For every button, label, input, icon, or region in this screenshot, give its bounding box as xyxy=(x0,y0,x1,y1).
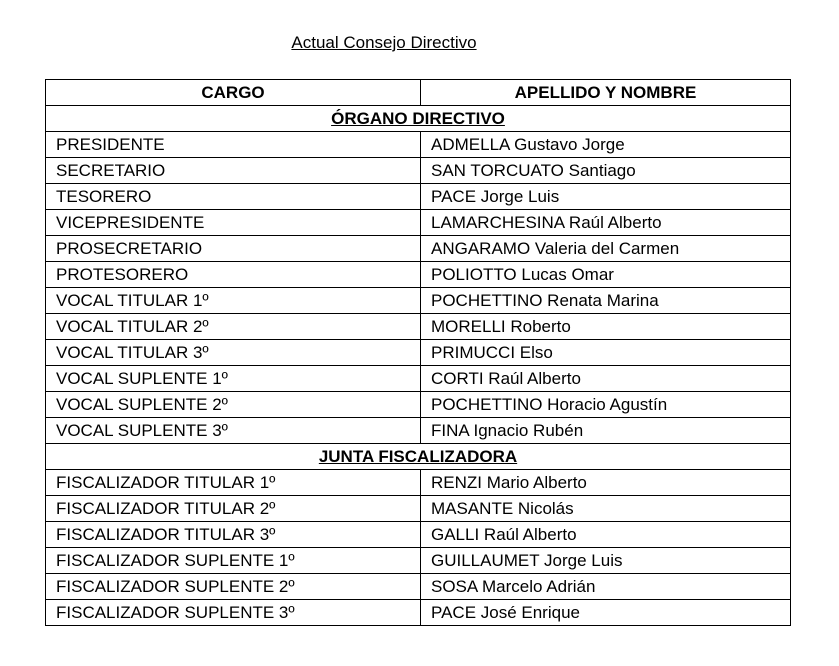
nombre-cell: CORTI Raúl Alberto xyxy=(421,366,791,392)
table-row xyxy=(46,366,791,392)
table-row xyxy=(46,288,791,314)
table-row xyxy=(46,158,791,184)
nombre-cell: ADMELLA Gustavo Jorge xyxy=(421,132,791,158)
cargo-cell: VOCAL TITULAR 3º xyxy=(46,340,421,366)
table-row xyxy=(46,184,791,210)
nombre-cell: ANGARAMO Valeria del Carmen xyxy=(421,236,791,262)
cargo-cell: FISCALIZADOR TITULAR 1º xyxy=(46,470,421,496)
cargo-cell: TESORERO xyxy=(46,184,421,210)
section-heading xyxy=(46,444,791,470)
table-row xyxy=(46,470,791,496)
table-row xyxy=(46,574,791,600)
nombre-cell: PACE José Enrique xyxy=(421,600,791,626)
nombre-cell: POCHETTINO Horacio Agustín xyxy=(421,392,791,418)
page-title: Actual Consejo Directivo xyxy=(291,33,477,52)
nombre-cell: GALLI Raúl Alberto xyxy=(421,522,791,548)
cargo-cell: FISCALIZADOR SUPLENTE 3º xyxy=(46,600,421,626)
cargo-cell: VOCAL SUPLENTE 3º xyxy=(46,418,421,444)
cargo-cell: PROTESORERO xyxy=(46,262,421,288)
cargo-cell: PROSECRETARIO xyxy=(46,236,421,262)
nombre-cell: GUILLAUMET Jorge Luis xyxy=(421,548,791,574)
header-nombre: APELLIDO Y NOMBRE xyxy=(421,80,791,106)
nombre-cell: MORELLI Roberto xyxy=(421,314,791,340)
cargo-cell: VOCAL TITULAR 2º xyxy=(46,314,421,340)
cargo-cell: VOCAL SUPLENTE 1º xyxy=(46,366,421,392)
nombre-cell: SAN TORCUATO Santiago xyxy=(421,158,791,184)
cargo-cell: SECRETARIO xyxy=(46,158,421,184)
cargo-cell: FISCALIZADOR SUPLENTE 1º xyxy=(46,548,421,574)
cargo-cell: FISCALIZADOR SUPLENTE 2º xyxy=(46,574,421,600)
nombre-cell: LAMARCHESINA Raúl Alberto xyxy=(421,210,791,236)
nombre-cell: SOSA Marcelo Adrián xyxy=(421,574,791,600)
section-heading xyxy=(46,106,791,132)
nombre-cell: POLIOTTO Lucas Omar xyxy=(421,262,791,288)
nombre-cell: PRIMUCCI Elso xyxy=(421,340,791,366)
header-cargo: CARGO xyxy=(46,80,421,106)
section-heading-row xyxy=(46,106,791,132)
table-row xyxy=(46,210,791,236)
nombre-cell: FINA Ignacio Rubén xyxy=(421,418,791,444)
table-row xyxy=(46,340,791,366)
table-row xyxy=(46,600,791,626)
cargo-cell: VOCAL TITULAR 1º xyxy=(46,288,421,314)
cargo-cell: VICEPRESIDENTE xyxy=(46,210,421,236)
table-row xyxy=(46,392,791,418)
nombre-cell: MASANTE Nicolás xyxy=(421,496,791,522)
table-row xyxy=(46,548,791,574)
board-table xyxy=(45,79,791,626)
cargo-cell: VOCAL SUPLENTE 2º xyxy=(46,392,421,418)
table-row xyxy=(46,262,791,288)
cargo-cell: FISCALIZADOR TITULAR 3º xyxy=(46,522,421,548)
table-row xyxy=(46,132,791,158)
section-heading-text: JUNTA FISCALIZADORA xyxy=(318,447,518,466)
nombre-cell: RENZI Mario Alberto xyxy=(421,470,791,496)
table-row xyxy=(46,496,791,522)
cargo-cell: FISCALIZADOR TITULAR 2º xyxy=(46,496,421,522)
nombre-cell: POCHETTINO Renata Marina xyxy=(421,288,791,314)
cargo-cell: PRESIDENTE xyxy=(46,132,421,158)
section-heading-text: ÓRGANO DIRECTIVO xyxy=(331,109,505,128)
table-row xyxy=(46,236,791,262)
section-heading-row xyxy=(46,444,791,470)
table-row xyxy=(46,418,791,444)
table-row xyxy=(46,522,791,548)
nombre-cell: PACE Jorge Luis xyxy=(421,184,791,210)
table-row xyxy=(46,314,791,340)
table-header-row xyxy=(46,80,791,106)
